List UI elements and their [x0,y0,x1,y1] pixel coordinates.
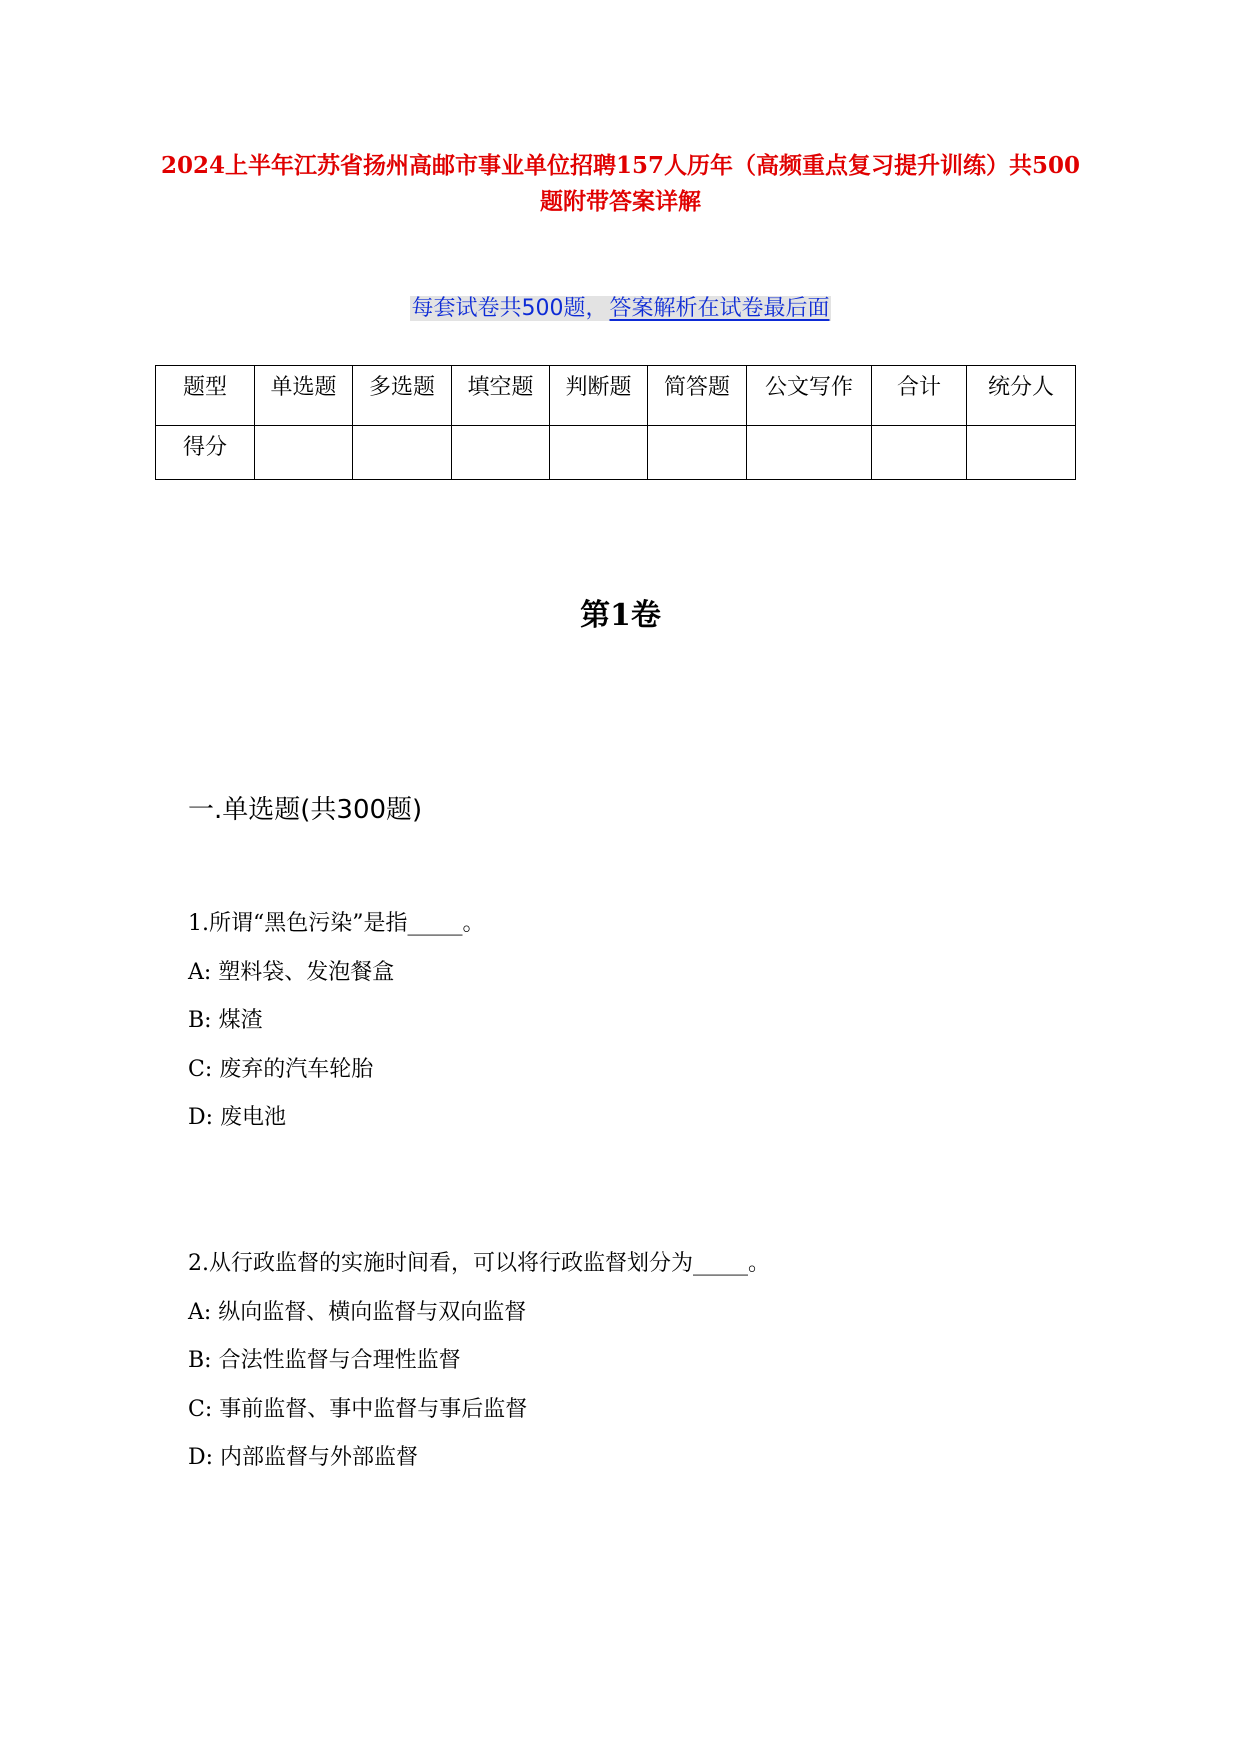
answer-notice [0,292,1241,326]
header-cell: 合计 [872,366,967,426]
score-cell [648,426,747,480]
score-cell [550,426,648,480]
header-cell: 公文写作 [747,366,872,426]
document-title: 2024上半年江苏省扬州高邮市事业单位招聘157人历年（高频重点复习提升训练）共500题附带答案详解 [160,152,1081,215]
option-c: C: 事前监督、事中监督与事后监督 [188,1396,528,1422]
header-cell: 简答题 [648,366,747,426]
header-cell: 单选题 [255,366,353,426]
option-b: B: 煤渣 [188,1008,263,1033]
header-cell: 多选题 [353,366,452,426]
question-1 [188,900,485,1143]
header-cell: 题型 [156,366,255,426]
notice-link: 答案解析在试卷最后面 [609,296,830,321]
option-c: C: 废弃的汽车轮胎 [188,1056,374,1082]
notice-text: 每套试卷共500题， [411,296,608,321]
question-stem: 2.从行政监督的实施时间看，可以将行政监督划分为_____。 [188,1251,770,1276]
score-table-header-row [156,366,1076,426]
option-a: A: 塑料袋、发泡餐盒 [188,959,395,985]
question-2 [188,1240,770,1483]
score-cell [872,426,967,480]
header-cell: 判断题 [550,366,648,426]
option-d: D: 内部监督与外部监督 [188,1445,419,1470]
score-cell [353,426,452,480]
score-cell [967,426,1076,480]
score-cell [452,426,550,480]
score-row-label: 得分 [156,426,255,480]
score-table-score-row [156,426,1076,480]
question-stem: 1.所谓“黑色污染”是指_____。 [188,911,485,936]
score-cell [747,426,872,480]
option-d: D: 废电池 [188,1105,287,1130]
score-cell [255,426,353,480]
header-cell: 填空题 [452,366,550,426]
score-table [155,365,1076,480]
option-a: A: 纵向监督、横向监督与双向监督 [188,1299,527,1325]
header-cell: 统分人 [967,366,1076,426]
option-b: B: 合法性监督与合理性监督 [188,1348,461,1373]
volume-title: 第1卷 [580,598,661,633]
section-heading: 一.单选题(共300题) [188,795,423,825]
